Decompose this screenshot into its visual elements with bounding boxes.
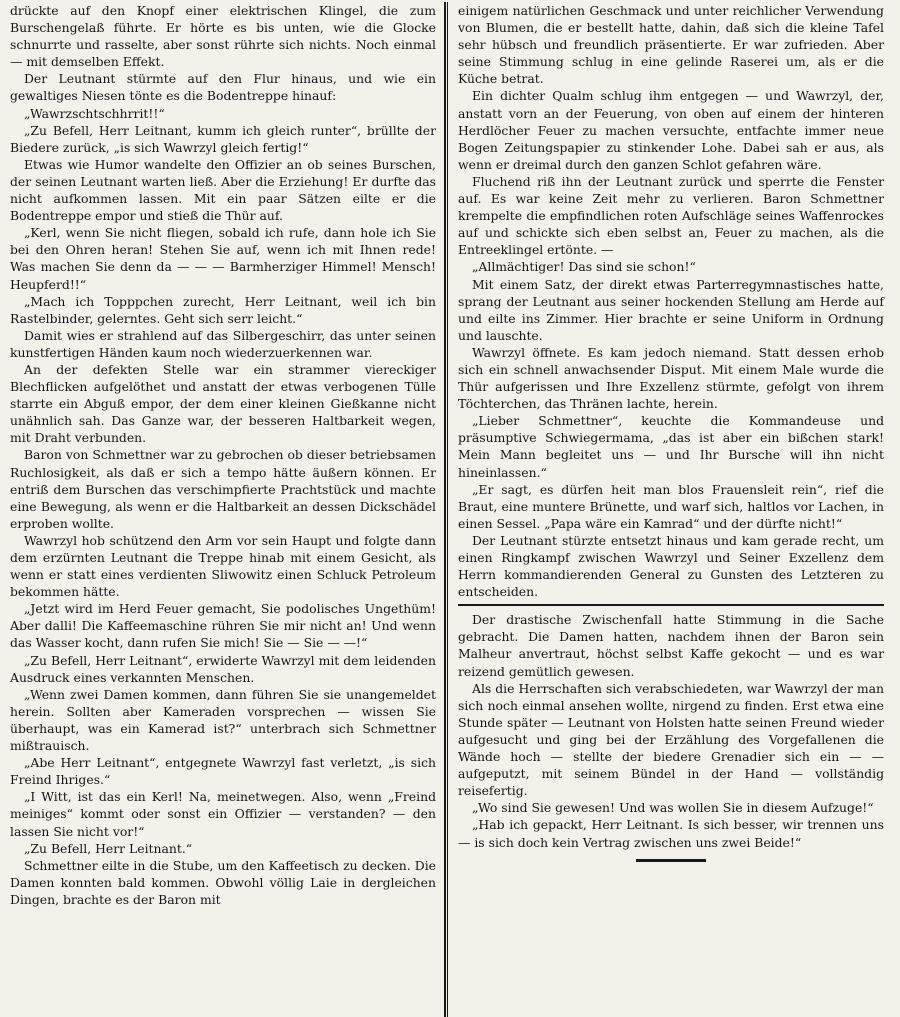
paragraph: Fluchend riß ihn der Leutnant zurück und sperrte die Fenster auf. Es war keine Zeit mehr zu verlieren. Baron Schmettner krempelte die empfindlichen roten Aufschläge seines Waffenrockes auf und schickte sich eben selbst an, Feuer zu machen, als die Entreeklingel ertönte. — (458, 173, 884, 258)
paragraph: Damit wies er strahlend auf das Silbergeschirr, das unter seinen kunstfertigen Händen kaum noch wiederzuerkennen war. (10, 327, 436, 360)
paragraph: „Mach ich Topppchen zurecht, Herr Leitnant, weil ich bin Rastelbinder, gelerntes. Geht sich serr leicht.“ (10, 293, 436, 326)
end-rule (636, 859, 706, 862)
paragraph: „Wenn zwei Damen kommen, dann führen Sie sie unangemeldet herein. Sollten aber Kameraden vorsprechen — wissen Sie überhaupt, was ein Kamerad ist?“ unterbrach sich Schmettner mißtrauisch. (10, 686, 436, 754)
paragraph: Baron von Schmettner war zu gebrochen ob dieser betriebsamen Ruchlosigkeit, als daß er sich a tempo hätte äußern können. Er entriß dem Burschen das verschimpfierte Prachtstück und machte eine Bewegung, als wenn er die Haltbarkeit an dessen Dickschädel erproben wollte. (10, 447, 436, 531)
paragraph: Der Leutnant stürmte auf den Flur hinaus, und wie ein gewaltiges Niesen tönte es die Bodentreppe hinauf: (10, 71, 436, 104)
paragraph: „Abe Herr Leitnant“, entgegnete Wawrzyl fast verletzt, „is sich Freind Ihriges.“ (10, 755, 436, 788)
paragraph: Mit einem Satz, der direkt etwas Parterregymnastisches hatte, sprang der Leutnant aus seiner hockenden Stellung am Herde auf und eilte ins Zimmer. Hier brachte er seine Uniform in Ordnung und lauschte. (458, 276, 884, 343)
right-column (450, 2, 888, 1015)
paragraph: „Wawrzschtschhrrit!!“ (24, 105, 165, 121)
paragraph: „Allmächtiger! Das sind sie schon!“ (472, 259, 696, 275)
paragraph: An der defekten Stelle war ein strammer viereckiger Blechflicken aufgelöthet und anstatt der etwas verbogenen Tülle starrte ein Abguß empor, der dem einer kleinen Gießkanne nicht unähnlich sah. Das Ganze war, der besseren Haltbarkeit wegen, mit Draht verbunden. (10, 361, 436, 446)
paragraph: „Zu Befell, Herr Leitnant“, erwiderte Wawrzyl mit dem leidenden Ausdruck eines verkannten Menschen. (10, 652, 436, 685)
paragraph: Als die Herrschaften sich verabschiedeten, war Wawrzyl der man sich noch einmal ansehen wollte, nirgend zu finden. Erst etwa eine Stunde später — Leutnant von Holsten hatte seinen Freund wieder aufgesucht und ging bei der Erzählung des Vorgefallenen die Wände hoch — stellte der biedere Grenadier sich ein — — aufgeputzt, mit seinem Bündel in der Hand — vollständig reisefertig. (458, 680, 884, 799)
paragraph: Der drastische Zwischenfall hatte Stimmung in die Sache gebracht. Die Damen hatten, nachdem ihnen der Baron sein Malheur anvertraut, höchst selbst Kaffe gekocht — und es war reizend gemütlich gewesen. (458, 612, 884, 679)
section-divider (458, 604, 884, 606)
paragraph: Wawrzyl hob schützend den Arm vor sein Haupt und folgte dann dem erzürnten Leutnant die Treppe hinab mit einem Gesicht, als wenn er statt eines verdienten Sliwowitz einen Schluck Petroleum bekommen hätte. (10, 532, 436, 600)
paragraph: einigem natürlichen Geschmack und unter reichlicher Verwendung von Blumen, die er bestellt hatte, dahin, daß sich die kleine Tafel sehr hübsch und freundlich präsentierte. Er war zufrieden. Aber seine Stimmung schlug in eine gelinde Raserei um, als er die Küche betrat. (458, 3, 884, 87)
paragraph: Etwas wie Humor wandelte den Offizier an ob seines Burschen, der seinen Leutnant warten ließ. Aber die Erziehung! Er durfte das nicht aufkommen lassen. Mit ein paar Sätzen eilte er die Bodentreppe empor und stieß die Thür auf. (10, 156, 436, 224)
paragraph: Der Leutnant stürzte entsetzt hinaus und kam gerade recht, um einen Ringkampf zwischen Wawrzyl und Seiner Exzellenz dem Herrn kommandierenden General zu Gunsten des Letzteren zu entscheiden. (458, 532, 884, 600)
paragraph: „I Witt, ist das ein Kerl! Na, meinetwegen. Also, wenn „Freind meiniges“ kommt oder sonst ein Offizier — verstanden? — den lassen Sie nicht vor!“ (10, 789, 436, 839)
left-column (4, 2, 442, 1015)
paragraph: „Lieber Schmettner“, keuchte die Kommandeuse und präsumptive Schwiegermama, „das ist aber ein bißchen stark! Mein Mann begleitet uns — und Ihr Bursche will ihn nicht hineinlassen.“ (458, 413, 884, 480)
paragraph: Schmettner eilte in die Stube, um den Kaffeetisch zu decken. Die Damen konnten bald kommen. Obwohl völlig Laie in dergleichen Dingen, brachte es der Baron mit (10, 857, 436, 907)
paragraph: Ein dichter Qualm schlug ihm entgegen — und Wawrzyl, der, anstatt vorn an der Feuerung, von oben auf einem der hinteren Herdlöcher Feuer zu machen versuchte, entfachte immer neue Bogen Zeitungspapier zu stinkender Lohe. Dabei sah er aus, als wenn er dreimal durch den ganzen Schlot gefahren wäre. (458, 88, 884, 172)
paragraph: „Hab ich gepackt, Herr Leitnant. Is sich besser, wir trennen uns — is sich doch kein Vertrag zwischen uns zwei Beide!“ (458, 817, 884, 850)
paragraph: „Jetzt wird im Herd Feuer gemacht, Sie podolisches Ungethüm! Aber dalli! Die Kaffeemaschine rühren Sie mir nicht an! Und wenn das Wasser kocht, dann rufen Sie mich! Sie — Sie — —!“ (10, 601, 436, 651)
paragraph: Wawrzyl öffnete. Es kam jedoch niemand. Statt dessen erhob sich ein schnell anwachsender Disput. Mit einem Male wurde die Thür aufgerissen und Ihre Exzellenz stürmte, gefolgt von ihrem Töchterchen, das Thränen lachte, herein. (458, 344, 884, 412)
paragraph: drückte auf den Knopf einer elektrischen Klingel, die zum Burschengelaß führte. Er hörte es bis unten, wie die Glocke schnurrte und rasselte, aber sonst rührte sich nichts. Noch einmal — mit demselben Effekt. (10, 3, 436, 70)
paragraph: „Kerl, wenn Sie nicht fliegen, sobald ich rufe, dann hole ich Sie bei den Ohren heran! Stehen Sie auf, wenn ich mit Ihnen rede! Was machen Sie denn da — — — Barmherziger Himmel! Mensch! Heupferd!!“ (10, 225, 436, 292)
paragraph: „Zu Befell, Herr Leitnant.“ (24, 840, 193, 856)
paragraph: „Er sagt, es dürfen heit man blos Frauensleit rein“, rief die Braut, eine muntere Brünette, und warf sich, haltlos vor Lachen, in einen Sessel. „Papa wäre ein Kamrad“ und der dürfte nicht!“ (458, 481, 884, 531)
column-rule (444, 2, 448, 1017)
paragraph: „Wo sind Sie gewesen! Und was wollen Sie in diesem Aufzuge!“ (472, 800, 874, 816)
paragraph: „Zu Befell, Herr Leitnant, kumm ich gleich runter“, brüllte der Biedere zurück, „is sich Wawrzyl gleich fertig!“ (10, 122, 436, 155)
